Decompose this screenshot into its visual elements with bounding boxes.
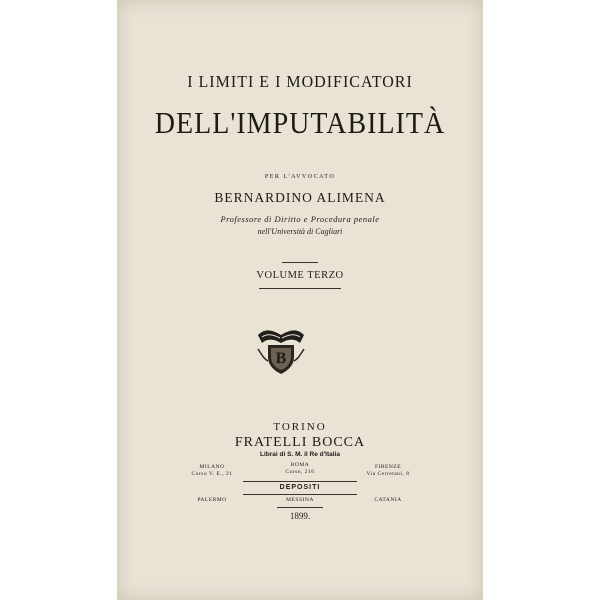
title-line-2: DELL'IMPUTABILITÀ [154,106,446,141]
divider-rule [277,507,323,508]
author-intro: PER L'AVVOCATO [264,174,336,180]
depositi-label: DEPOSITI [279,484,321,491]
depot-catania: CATANIA [374,497,402,503]
divider-rule [243,494,357,495]
divider-rule [282,262,318,263]
author-affiliation-2: nell'Università di Cagliari [257,227,343,236]
publisher-name: FRATELLI BOCCA [234,435,366,450]
publisher-note: Librai di S. M. il Re d'Italia [260,451,340,458]
divider-rule [243,481,357,482]
branch-city: MILANO [199,464,225,470]
branch-milano [167,464,257,478]
imprint-city: TORINO [273,421,327,433]
author-name: BERNARDINO ALIMENA [214,190,386,205]
branch-city: FIRENZE [374,464,402,470]
publisher-emblem-icon [254,321,308,375]
branch-address: Corso V. E., 21 [191,471,233,477]
volume-label: VOLUME TERZO [256,270,344,281]
branch-address: Corso, 216 [285,469,315,475]
branch-address: Via Cerretani, 8 [366,471,410,477]
depot-messina: MESSINA [286,497,314,503]
publication-year: 1899. [289,511,311,521]
svg-text:B: B [275,350,287,367]
divider-rule [259,288,341,289]
title-page [117,0,483,600]
depot-palermo: PALERMO [197,497,227,503]
branch-city: ROMA [290,462,310,468]
branch-firenze [343,464,433,478]
author-affiliation-1: Professore di Diritto e Procedura penale [220,214,380,224]
branch-roma [255,462,345,476]
title-line-1: I LIMITI E I MODIFICATORI [187,73,413,92]
